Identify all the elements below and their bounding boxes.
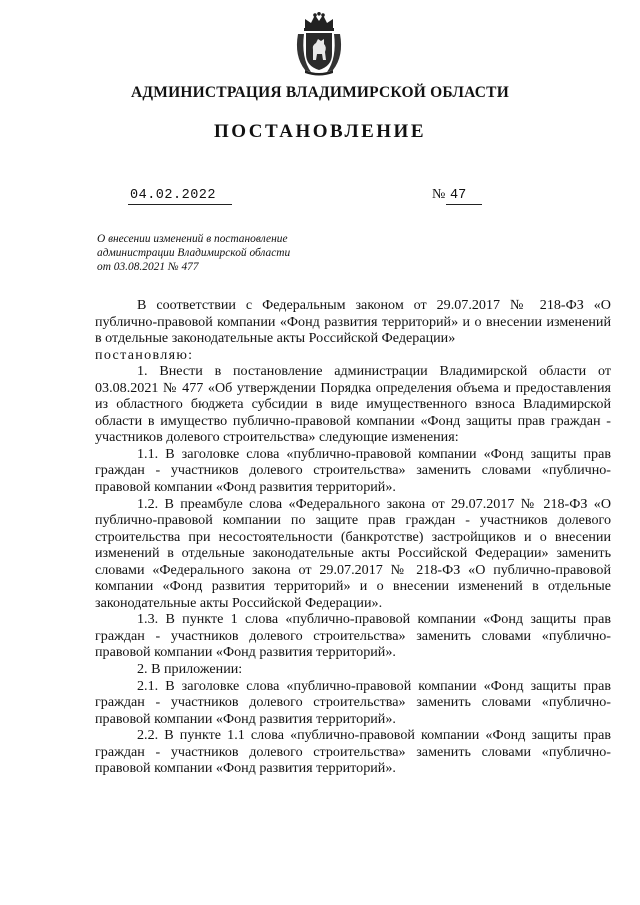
document-date: 04.02.2022 (130, 188, 217, 203)
document-body (95, 297, 611, 777)
subject-line: от 03.08.2021 № 477 (97, 261, 199, 274)
clause-1: 1. Внести в постановление администрации Владимирской области от 03.08.2021 № 477 «Об утверждении Порядка определения объема и предоставления из областного бюджета субсидии в виде имущественного взноса Владимирской области в имущество публично-правовой компании «Фонд защиты прав граждан - участников долевого строительства» следующие изменения: (95, 363, 611, 446)
clause-1-2: 1.2. В преамбуле слова «Федерального закона от 29.07.2017 № 218-ФЗ «О публично-правовой компании по защите прав граждан - участников долевого строительства при несостоятельности (банкротстве) застройщиков и о внесении изменений в отдельные законодательные акты Российской Федерации» заменить словами «Федерального закона от 29.07.2017 № 218-ФЗ «О публично-правовой компании «Фонд развития территорий» и о внесении изменений в отдельные законодательные акты Российской Федерации». (95, 495, 611, 611)
number-underline (446, 204, 482, 205)
organization-title: АДМИНИСТРАЦИЯ ВЛАДИМИРСКОЙ ОБЛАСТИ (131, 84, 509, 101)
coat-of-arms-icon (291, 12, 347, 76)
number-sign: № (432, 187, 446, 202)
document-type-title: ПОСТАНОВЛЕНИЕ (213, 121, 427, 142)
clause-1-1: 1.1. В заголовке слова «публично-правовой компании «Фонд защиты прав граждан - участников долевого строительства» заменить словами «публично-правовой компании «Фонд развития территорий». (95, 445, 611, 496)
resolve-word: постановляю: (95, 346, 194, 363)
subject-line: О внесении изменений в постановление (97, 233, 288, 245)
clause-1-3: 1.3. В пункте 1 слова «публично-правовой компании «Фонд защиты прав граждан - участников долевого строительства» заменить словами «публично-правовой компании «Фонд развития территорий». (95, 611, 611, 661)
preamble-paragraph: В соответствии с Федеральным законом от 29.07.2017 № 218-ФЗ «О публично-правовой компании «Фонд развития территорий» и о внесении изменений в отдельные законодательные акты Российской Федерации» (95, 297, 611, 347)
clause-2: 2. В приложении: (137, 661, 243, 678)
date-underline (128, 204, 232, 205)
document-number: 47 (450, 188, 467, 203)
clause-2-2: 2.2. В пункте 1.1 слова «публично-правовой компании «Фонд защиты прав граждан - участников долевого строительства» заменить словами «публично-правовой компании «Фонд развития территорий». (95, 727, 611, 777)
document-subject (97, 232, 327, 275)
subject-line: администрации Владимирской области (97, 247, 291, 260)
clause-2-1: 2.1. В заголовке слова «публично-правовой компании «Фонд защиты прав граждан - участников долевого строительства» заменить словами «публично-правовой компании «Фонд развития территорий». (95, 677, 611, 727)
